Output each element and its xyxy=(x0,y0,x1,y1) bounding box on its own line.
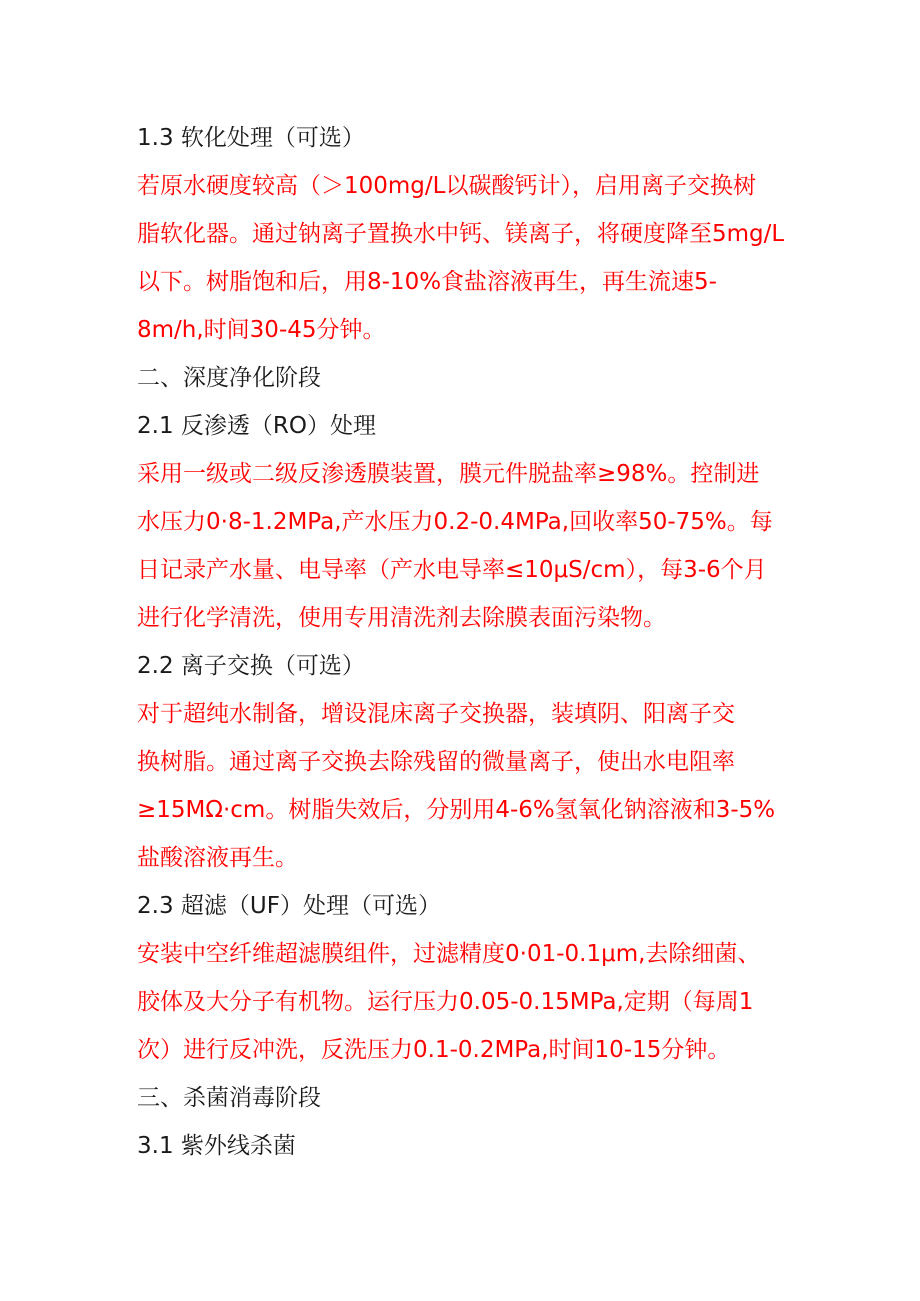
paragraph-line: 安装中空纤维超滤膜组件，过滤精度0·01-0.1μm,去除细菌、 xyxy=(137,941,761,967)
paragraph-line: 若原水硬度较高（＞100mg/L以碳酸钙计），启用离子交换树 xyxy=(137,173,756,199)
paragraph-line: 8m/h,时间30-45分钟。 xyxy=(137,317,386,343)
document-body xyxy=(137,114,797,1170)
section-heading-2-3: 2.3 超滤（UF）处理（可选） xyxy=(137,893,441,919)
section-heading-2-2: 2.2 离子交换（可选） xyxy=(137,653,365,679)
paragraph-line: 换树脂。通过离子交换去除残留的微量离子，使出水电阻率 xyxy=(137,749,735,775)
section-heading-2-1: 2.1 反渗透（RO）处理 xyxy=(137,413,376,439)
paragraph-line: 日记录产水量、电导率（产水电导率≤10μS/cm），每3-6个月 xyxy=(137,557,767,583)
section-heading-1-3: 1.3 软化处理（可选） xyxy=(137,125,365,151)
paragraph-line: 胶体及大分子有机物。运行压力0.05-0.15MPa,定期（每周1 xyxy=(137,989,754,1015)
paragraph-line: ≥15MΩ·cm。树脂失效后，分别用4-6%氢氧化钠溶液和3-5% xyxy=(137,797,776,823)
paragraph-line: 对于超纯水制备，增设混床离子交换器，装填阴、阳离子交 xyxy=(137,701,735,727)
paragraph-line: 采用一级或二级反渗透膜装置，膜元件脱盐率≥98%。控制进 xyxy=(137,461,760,487)
chapter-heading-3: 三、杀菌消毒阶段 xyxy=(137,1085,321,1111)
paragraph-line: 水压力0·8-1.2MPa,产水压力0.2-0.4MPa,回收率50-75%。每 xyxy=(137,509,773,535)
paragraph-line: 以下。树脂饱和后，用8-10%食盐溶液再生，再生流速5- xyxy=(137,269,717,295)
paragraph-line: 次）进行反冲洗，反洗压力0.1-0.2MPa,时间10-15分钟。 xyxy=(137,1037,731,1063)
chapter-heading-2: 二、深度净化阶段 xyxy=(137,365,321,391)
paragraph-line: 进行化学清洗，使用专用清洗剂去除膜表面污染物。 xyxy=(137,605,666,631)
section-heading-3-1: 3.1 紫外线杀菌 xyxy=(137,1133,296,1159)
paragraph-line: 盐酸溶液再生。 xyxy=(137,845,298,871)
paragraph-line: 脂软化器。通过钠离子置换水中钙、镁离子，将硬度降至5mg/L xyxy=(137,221,785,247)
